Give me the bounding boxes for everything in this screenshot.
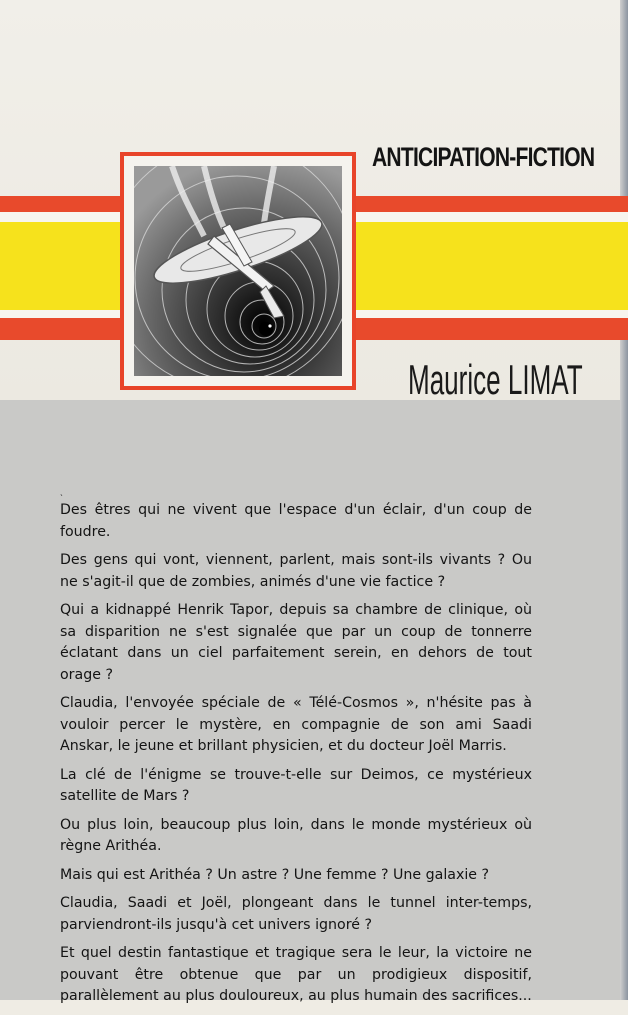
spaceship-tunnel-illustration [134,166,342,376]
blurb-paragraph: La clé de l'énigme se trouve-t-elle sur Deimos, ce mystérieux satellite de Mars ? [60,766,532,804]
blurb-paragraph: Des êtres qui ne vivent que l'espace d'un éclair, d'un coup de foudre. [60,502,532,540]
blurb-text [60,500,532,1015]
series-title: ANTICIPATION-FICTION [372,142,595,172]
blurb-paragraph: Qui a kidnappé Henrik Tapor, depuis sa chambre de clinique, où sa disparition ne s'est signalée que par un coup de tonnerre éclatant dans un ciel parfaitement serein, en dehors de tout orage ? [60,602,532,683]
star-icon [268,324,271,327]
blurb-paragraph: Mais qui est Arithéa ? Un astre ? Une femme ? Une galaxie ? [60,866,490,883]
mark-tick: ˎ [60,486,64,497]
blurb-paragraph: Et quel destin fantastique et tragique sera le leur, la victoire ne pouvant être obtenue que par un prodigieux dispositif, parallèlement au plus douloureux, au plus humain des sacrifices... [60,945,532,1004]
illustration-frame [120,152,356,390]
blurb-paragraph: Des gens qui vont, viennent, parlent, mais sont-ils vivants ? Ou ne s'agit-il que de zombies, animés d'une vie factice ? [60,552,532,590]
blurb-paragraph: Ou plus loin, beaucoup plus loin, dans le monde mystérieux où règne Arithéa. [60,816,532,854]
tunnel-core [259,322,273,336]
author-name: Maurice LIMAT [408,356,583,403]
illustration-inner [124,156,352,386]
spine-edge [620,0,628,1000]
blurb-paragraph: Claudia, Saadi et Joël, plongeant dans le tunnel inter-temps, parviendront-ils jusqu'à cet univers ignoré ? [60,895,532,933]
blurb-paragraph: Claudia, l'envoyée spéciale de « Télé-Cosmos », n'hésite pas à vouloir percer le mystère, en compagnie de son ami Saadi Anskar, le jeune et brillant physicien, et du docteur Joël Marris. [60,695,532,754]
